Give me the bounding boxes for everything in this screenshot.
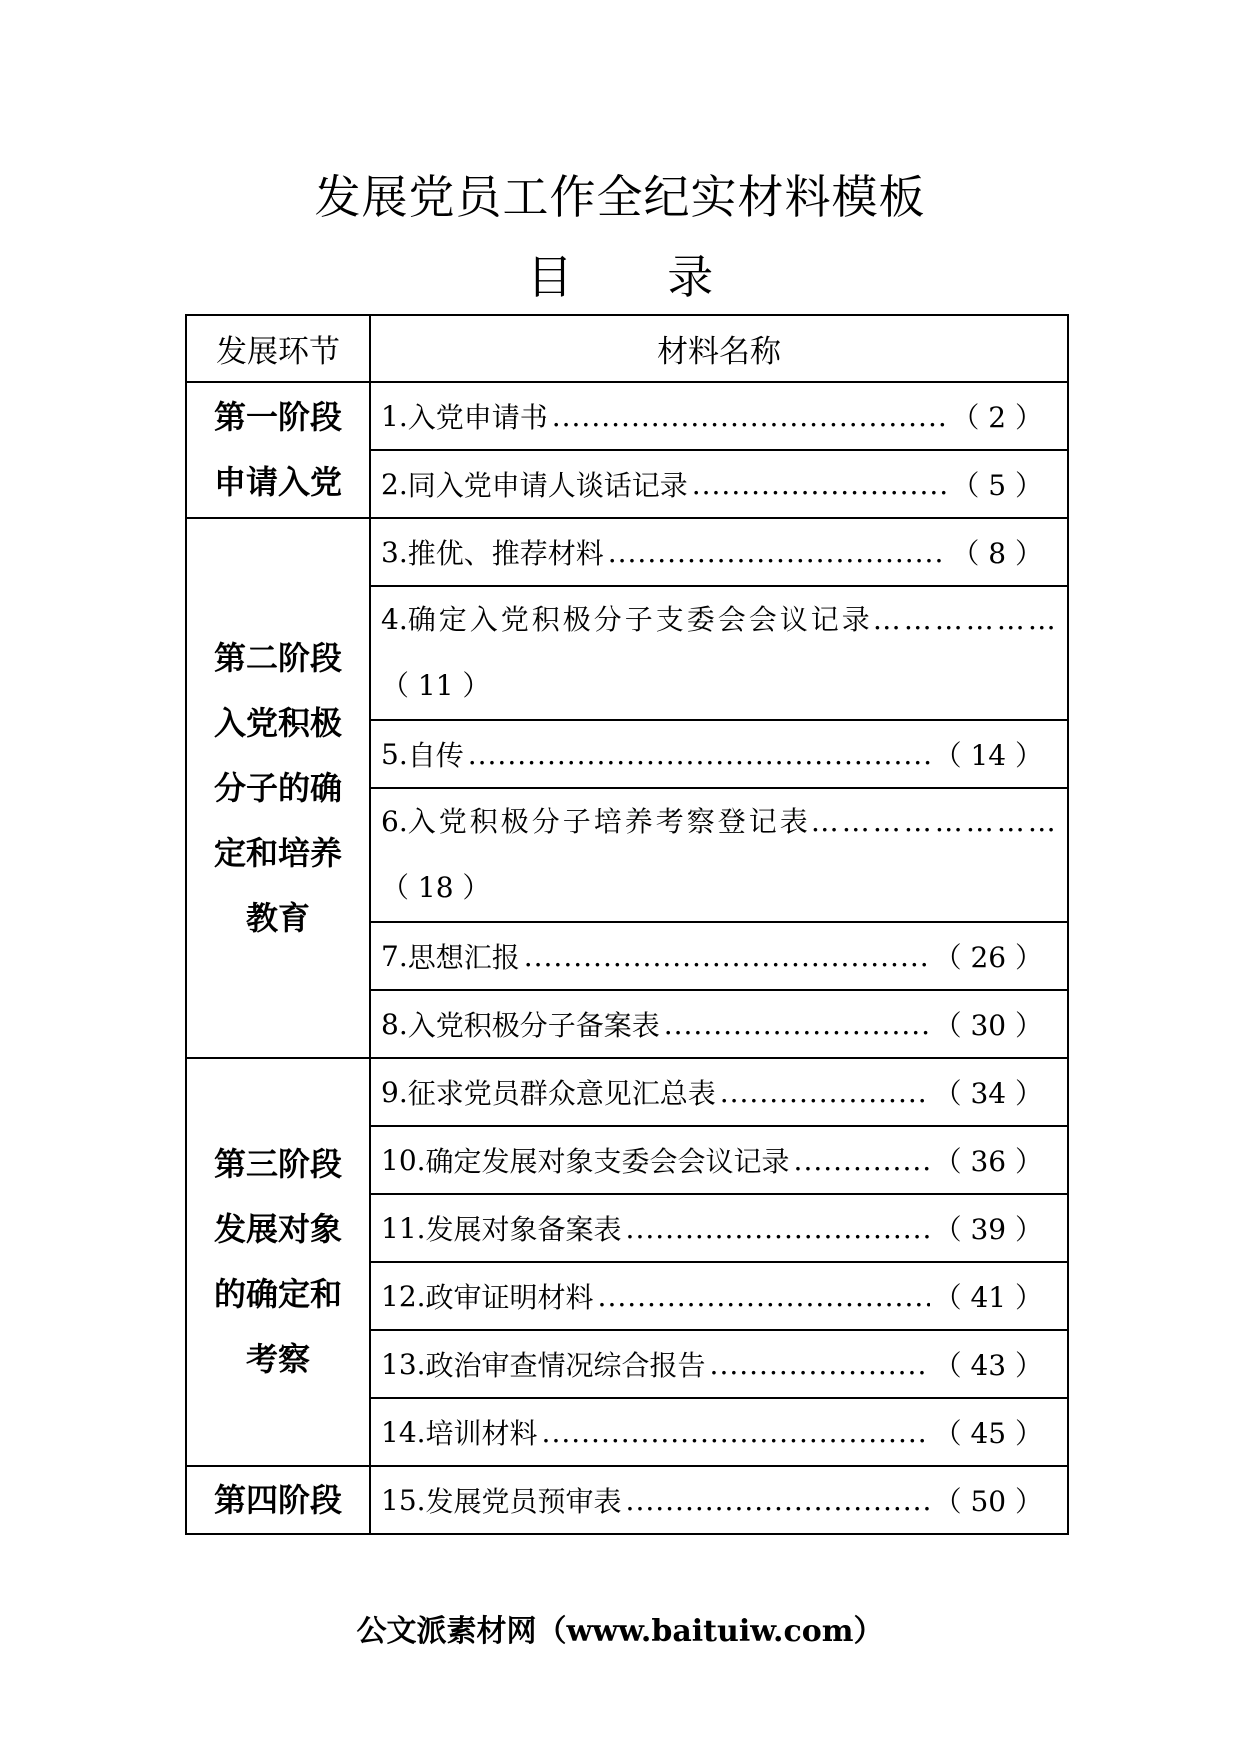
item-number: 8. [381,1007,408,1041]
toc-item[interactable] [370,1058,1068,1126]
item-number: 9. [381,1075,408,1109]
item-number: 15. [381,1483,426,1517]
item-number: 10. [381,1143,426,1177]
item-name: 政治审查情况综合报告 [425,1349,706,1382]
item-page: （ 43 ） [933,1349,1043,1382]
toc-table [185,314,1069,1535]
item-page: （ 50 ） [933,1485,1043,1518]
item-number: 5. [381,737,408,771]
item-number: 7. [381,939,408,973]
stage-label: 第二阶段 [213,638,342,677]
item-page: （ 45 ） [933,1417,1043,1450]
item-name: 培训材料 [425,1417,538,1450]
stage-cell [186,518,370,1058]
table-row [186,1466,1068,1534]
item-page: （ 8 ） [951,537,1043,570]
item-page: （ 39 ） [933,1213,1043,1246]
item-name: 征求党员群众意见汇总表 [407,1077,716,1110]
toc-item[interactable] [370,1330,1068,1398]
footer-source: 公文派素材网（www.baituiw.com） [356,1614,884,1649]
toc-item[interactable] [370,518,1068,586]
stage-label: 教育 [245,898,310,937]
item-number: 4. [381,603,408,636]
item-page: （ 41 ） [933,1281,1043,1314]
item-name: 发展对象备案表 [425,1213,622,1246]
item-page: （ 36 ） [933,1145,1043,1178]
table-row [186,1058,1068,1126]
item-number: 14. [381,1415,426,1449]
item-name: 入党积极分子备案表 [407,1009,660,1042]
toc-item[interactable] [370,922,1068,990]
table-header-row [186,315,1068,382]
item-number: 3. [381,535,408,569]
toc-item[interactable] [370,1466,1068,1534]
stage-label: 入党积极 [213,703,342,742]
toc-item[interactable] [370,382,1068,450]
item-number: 1. [381,399,408,433]
toc-item[interactable] [370,586,1068,720]
toc-item[interactable] [370,720,1068,788]
item-name: 政审证明材料 [425,1281,594,1314]
toc-item[interactable] [370,1126,1068,1194]
stage-label: 申请入党 [213,463,342,501]
stage-label: 分子的确 [213,768,342,807]
item-page: （ 5 ） [951,469,1043,502]
toc-heading: 目 录 [526,250,754,304]
toc-item[interactable] [370,450,1068,518]
item-name: 推优、推荐材料 [407,537,604,570]
item-number: 2. [381,467,408,501]
item-name: 同入党申请人谈话记录 [407,469,688,502]
item-page: （ 14 ） [933,739,1043,772]
stage-label: 考察 [245,1340,310,1378]
stage-label: 的确定和 [213,1275,342,1313]
stage-cell [186,382,370,518]
stage-label: 第三阶段 [213,1145,342,1183]
table-row [186,382,1068,450]
header-material: 材料名称 [370,315,1068,382]
item-name: 入党申请书 [407,401,548,434]
stage-label: 发展对象 [213,1210,342,1248]
item-page: （ 30 ） [933,1009,1043,1042]
header-stage: 发展环节 [186,315,370,382]
item-page: （ 26 ） [933,941,1043,974]
stage-cell [186,1058,370,1466]
item-number: 11. [381,1211,426,1245]
toc-item[interactable] [370,1398,1068,1466]
document-title: 发展党员工作全纪实材料模板 [314,170,926,224]
toc-item[interactable] [370,1262,1068,1330]
stage-label: 第四阶段 [213,1480,342,1519]
table-row [186,518,1068,586]
item-name: 思想汇报 [407,941,520,974]
item-page: （ 2 ） [951,401,1043,434]
item-number: 13. [381,1347,426,1381]
stage-cell [186,1466,370,1534]
item-name: 自传 [407,739,464,772]
item-name: 确定入党积极分子支委会会议记录 [407,603,873,636]
toc-item[interactable] [370,1194,1068,1262]
item-name: 入党积极分子培养考察登记表 [407,805,811,838]
item-page: （ 11 ） [381,669,491,702]
item-number: 12. [381,1279,426,1313]
toc-item[interactable] [370,990,1068,1058]
toc-item[interactable] [370,788,1068,922]
stage-label: 定和培养 [213,833,342,872]
item-number: 6. [381,805,408,838]
item-name: 确定发展对象支委会会议记录 [425,1145,790,1178]
item-name: 发展党员预审表 [425,1485,622,1518]
item-page: （ 18 ） [381,871,491,904]
item-page: （ 34 ） [933,1077,1043,1110]
stage-label: 第一阶段 [213,398,342,436]
